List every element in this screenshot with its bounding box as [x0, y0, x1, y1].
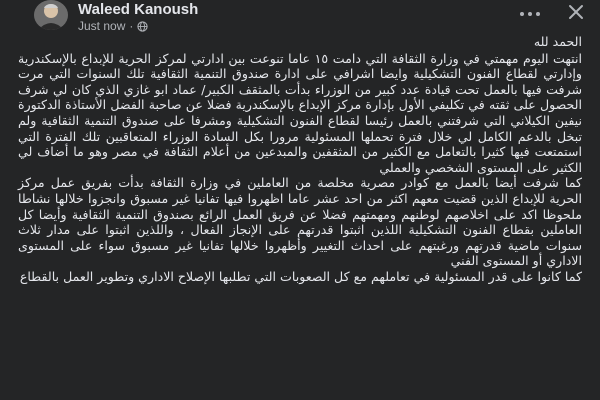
more-dot-icon: [528, 12, 532, 16]
meta-separator: ·: [129, 19, 134, 33]
author-block: [78, 2, 198, 33]
more-dot-icon: [536, 12, 540, 16]
post-paragraph: انتهت اليوم مهمتي في وزارة الثقافة التي دامت ١٥ عاما تنوعت بين ادارتي لمركز الحرية للإبداع بالإسكندرية وإدارتي لقطاع الفنون التشكيلية وايضا اشرافي على ادارة صندوق التنمية الثقافية تلك السنوات التي مرت شرفت فيها بالعمل تحت قيادة عدد كبير من الوزراء بدأت بالمثقف الكبير/ عماد ابو غازي الذي كان لي شرف الحصول على ثقته في تكليفي الأول بإدارة مركز الإبداع بالإسكندرية فضلا عن صاحبة الفضل الأستاذة الدكتورة نيفين الكيلاني التي شرفتني بالعمل رئيسا لقطاع الفنون التشكيلية ومشرفا على صندوق التنمية الثقافية ولم تبخل بالدعم الكامل لي خلال فترة تحملها المسئولية مرورا بكل السادة الوزراء المتعاقبين تلك الفترة التي استمتعت فيها كثيرا بالتعامل مع الكثير من المثقفين والمبدعين من أعلام الثقافة في مصر وهو ما أضاف لي الكثير على المستوى الشخصي والعملي: [18, 50, 582, 175]
avatar[interactable]: [34, 0, 68, 30]
more-dot-icon: [520, 12, 524, 16]
close-icon[interactable]: [566, 2, 586, 22]
author-name[interactable]: Waleed Kanoush: [78, 1, 199, 18]
globe-icon: [137, 21, 148, 32]
post-timestamp[interactable]: Just now: [78, 19, 126, 33]
post-header: [0, 0, 600, 34]
post-body: [18, 34, 582, 285]
post-paragraph: كما كانوا على قدر المسئولية في تعاملهم مع كل الصعوبات التي تطلبها الإصلاح الاداري وتطوير العمل بالقطاع: [19, 268, 582, 284]
post-paragraph: الحمد لله: [533, 34, 582, 49]
post-meta: [78, 19, 198, 33]
post-paragraph: كما شرفت أيضا بالعمل مع كوادر مصرية مخلصة من العاملين في وزارة الثقافة بدأت بفريق عمل مركز الحرية للإبداع الذين قضيت معهم اكثر من احد عشر عاما اظهروا فيها تفانيا غير مسبوق وانجزوا خلالها نشاطا ملحوظا اكد على اخلاصهم لوطنهم ومهمتهم فضلا عن فريق العمل الرائع بصندوق التنمية الثقافية وأيضا كل العاملين بقطاع الفنون التشكيلية اللذين اثبتوا قدرتهم على الإنجاز الفعال ، واللذين اثبتوا على مدار ثلاث سنوات ماضية قدرتهم ورغبتهم على احداث التغيير وأظهروا خلالها تفانيا غير مسبوق سواء على المستوى الاداري أو المستوى الفني: [18, 175, 582, 269]
more-options-icon[interactable]: [516, 4, 544, 24]
